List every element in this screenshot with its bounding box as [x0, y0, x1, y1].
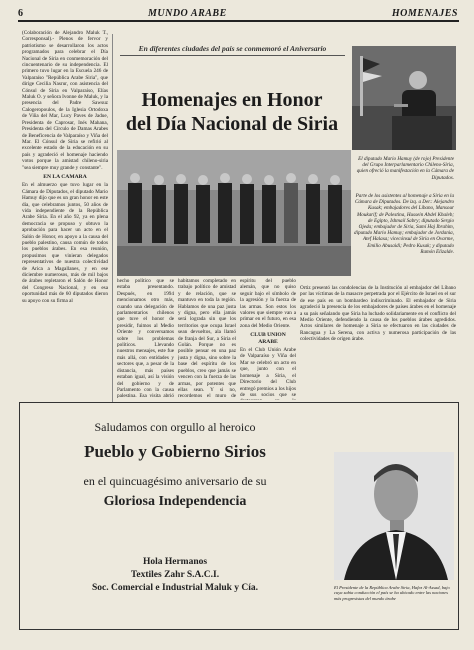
- subheadline: En diferentes ciudades del país se conmemoró el Aniversario: [138, 44, 327, 53]
- ad-line3: en el quincuagésimo aniversario de su: [83, 474, 267, 488]
- group-photo-art: [117, 150, 351, 276]
- article-paragraph: espíritu del pueblo alemán, que no quiso seguir bajo el símbolo de la agresión y la fuerza de las armas. Son estos los valores que siempre van a primar en el futuro, en esa zona del Medio Oriente.: [240, 278, 296, 329]
- masthead: MUNDO ARABE: [148, 8, 227, 19]
- ad-signature-3: Soc. Comercial e Industrial Maluk y Cía.: [91, 583, 259, 593]
- section-heading-club: CLUB UNION ARABE: [250, 332, 286, 345]
- ad-signature-1: Hola Hermanos: [142, 557, 208, 567]
- article-column-2: hecho político que se estaba presentando. Después, en 1994 mencionamos otro más, cuando una delegación de parlamentarios chilenos que tuve el honor de presidir, fuimos al Medio Oriente y conversamos sobre los problemas políticos. Llevando nuestros mensajes, este fue más allá, con entidades y sectores que, a pesar de la distancia, más países estaban igual, así la visión del gobierno y de Parlamento con la causa palestina. Esa visita abrió: [117, 278, 174, 400]
- ad-line2: Pueblo y Gobierno Sirios: [84, 442, 266, 461]
- ad-signature-2: Textiles Zahr S.A.C.I.: [130, 570, 220, 580]
- article-paragraph: En el almuerzo que tuvo lugar en la Cámara de Diputados, el diputado Mario Hamuy dijo que es un gran honor en este día, que celebramos juntos, 50 años de vida independiente de la República Arabe Siria. En el año 92, ya en plena democracia se propuso y obtuvo la aprobación para hacer un acto en el Salón de Honor, en apoyo a la causa del pueblo palestino, causa común de todos los pueblos árabes. En esa reunión, propusimos que vinieran delegados representativos de nuestra colectividad de Arica a Magallanes, y en ese diciembre numerosos, más de mil bajos de árabes repletaron el Salón de Honor del Congreso Nacional, y en esa oportunidad más de 60 diputados dieron su apoyo con su firma al: [22, 182, 108, 304]
- president-portrait-art: [334, 452, 454, 580]
- speaker-photo: [352, 46, 456, 150]
- section-heading-camara: EN LA CAMARA: [43, 173, 87, 180]
- group-caption: Parte de los asistentes al homenaje a Siria en la Cámara de Diputados. De izq. a Der.: Alejandro Kusak; embajadores del Líbano, Mansour Moukarif; de Palestina, Hussein Abdel Khaleb; de Egipto, Ishmail Sabry; diputado Sergio Ojeda; embajador de Siria, Samí Haj Ibrahim, diputado Mario Hamuy; embajador de Jordania, Atef Halasa; vicecónsul de Siria en Ovarme, Emilio Abusaidi; Pedro Kusak; y diputado Ramón Elizalde.: [354, 193, 454, 255]
- article-column-5: Ortiz presentó las condolencias de la Institución al embajador del Líbano por las víctimas de la masacre perpetrada por el Ejército de Israel en el sur de ese país en un bombardeo indiscriminado. El embajador de Siria agradeció la presencia de los embajadores de países árabes en el homenaje a su país señalando que Siria ha luchado solidariamente en el conflicto del Medio Oriente, defendiendo la causa de los pueblos árabes agredidos. Actos similares de homenaje a Siria se efectuaron en las ciudades de Rancagua y La Serena, con activa y numerosa participación de las colectividades de origen árabe.: [300, 285, 456, 343]
- article-paragraph: (Colaboración de Alejandro Maluk T., Corresponsal).- Plenos de fervor y patriotismo se desarrollaron los actos programados para celebrar el Día Nacional de Siria en conmemoración del cincuentenario de su independencia. El primero tuvo lugar en la Escuela 246 de Valparaíso "República Arabe Siria", que dirige Cecilia Nasrur, con asistencia del Cónsul de Siria en Valparaíso, Elías Maluk O. y señora Ivonne de Maluk, y la presencia del Padre Sawsuz Calogeropoulos, de la Iglesia Ortodoxa de Viña del Mar, Lucy Paves de Jadue, Presidenta de Caprosar, Inés Mahana, Presidenta del Círculo de Damas Arabes de Beneficencia de Valparaíso y Viña del Mar. El Cónsul de Siria se refirió al excelente estado de la educación en su país y agradeció el homenaje haciendo votos porque la amistad chileno-siria "sea siempre muy grande y constante".: [22, 30, 108, 171]
- speaker-photo-art: [352, 46, 456, 150]
- ad-line4: Gloriosa Independencia: [103, 494, 247, 509]
- speaker-caption: El diputado Mario Hamuy (de rojo) Presidente del Grupo Interparlamentario Chileno-Siria, quien ofreció la manifestación en la Cámara de Diputados.: [356, 156, 454, 181]
- article-column-3: habitamos completado en trabajo político de amistad y de relación, que se mantuvo en toda la región. Hablamos de una paz justa y digna, pero ella jamás será lograda sin que los territorios que ocupa Israel sean devueltos, ala llamó de franja del Sur, a Siria el Golán. Porque no es posible pensar en una paz justa y digna, sino sobre la base del espíritu de los pueblos, creo que jamás se vencen con la fuerza de las armas, por potentes que ellas sean. Y si no, recordemos el muro de: [178, 278, 236, 400]
- header-rule: [18, 20, 459, 22]
- section-name: HOMENAJES: [391, 8, 458, 19]
- article-column-4: [240, 278, 296, 400]
- left-column: [22, 30, 108, 408]
- ad-line1: Saludamos con orgullo al heroico: [94, 420, 256, 434]
- article-paragraph: En el Club Unión Arabe de Valparaíso y Viña del Mar se celebró un acto en que, junto con el homenaje a Siria, el Directorio del Club entregó premios a los hijos de sus socios que se: [240, 347, 296, 398]
- portrait-caption: El Presidente de la República Arabe Siria, Hafez Al-Assad, bajo cuya sabia conducción el país se ha ubicado entre las naciones más progresistas del mundo árabe: [334, 585, 450, 601]
- subhead-rule: [120, 55, 345, 56]
- page-number: 6: [18, 8, 23, 19]
- headline-line2: del Día Nacional de Siria: [125, 113, 339, 135]
- headline-line1: Homenajes en Honor: [141, 89, 323, 111]
- president-portrait: [334, 452, 454, 580]
- group-photo: [117, 150, 351, 276]
